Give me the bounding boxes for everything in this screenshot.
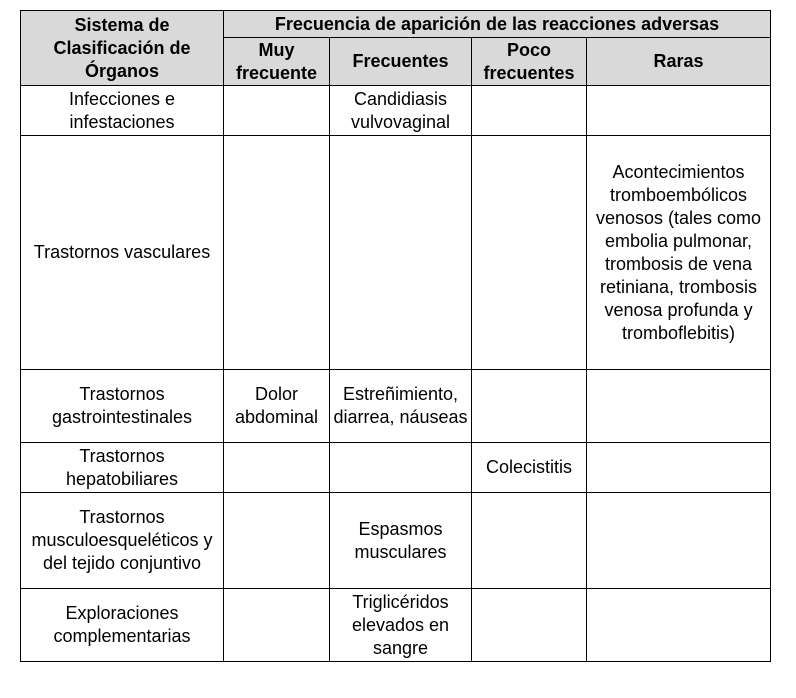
uncommon-cell bbox=[472, 493, 587, 589]
very-frequent-cell bbox=[224, 493, 330, 589]
table-row bbox=[21, 443, 771, 493]
frequent-cell: Triglicéridos elevados en sangre bbox=[330, 589, 472, 662]
frequent-cell: Espasmos musculares bbox=[330, 493, 472, 589]
very-frequent-cell bbox=[224, 136, 330, 370]
frequent-cell: Candidiasis vulvovaginal bbox=[330, 86, 472, 136]
rare-cell bbox=[587, 443, 771, 493]
system-cell: Trastornos gastrointestinales bbox=[21, 370, 224, 443]
table-row bbox=[21, 493, 771, 589]
table-row bbox=[21, 589, 771, 662]
rare-cell bbox=[587, 493, 771, 589]
system-cell: Trastornos musculoesqueléticos y del tejido conjuntivo bbox=[21, 493, 224, 589]
table-row bbox=[21, 370, 771, 443]
uncommon-cell bbox=[472, 370, 587, 443]
frequent-cell bbox=[330, 136, 472, 370]
uncommon-cell bbox=[472, 589, 587, 662]
system-cell: Exploraciones complementarias bbox=[21, 589, 224, 662]
header-uncommon: Poco frecuentes bbox=[472, 38, 587, 86]
very-frequent-cell bbox=[224, 589, 330, 662]
system-cell: Infecciones e infestaciones bbox=[21, 86, 224, 136]
frequent-cell: Estreñimiento, diarrea, náuseas bbox=[330, 370, 472, 443]
uncommon-cell bbox=[472, 86, 587, 136]
table-row bbox=[21, 86, 771, 136]
table-row bbox=[21, 136, 771, 370]
header-frequent: Frecuentes bbox=[330, 38, 472, 86]
frequent-cell bbox=[330, 443, 472, 493]
very-frequent-cell: Dolor abdominal bbox=[224, 370, 330, 443]
rare-cell bbox=[587, 370, 771, 443]
adverse-reactions-table bbox=[20, 10, 771, 662]
header-frequency-group: Frecuencia de aparición de las reacciones adversas bbox=[224, 11, 771, 38]
uncommon-cell bbox=[472, 136, 587, 370]
header-very-frequent: Muy frecuente bbox=[224, 38, 330, 86]
header-rare: Raras bbox=[587, 38, 771, 86]
very-frequent-cell bbox=[224, 443, 330, 493]
rare-cell bbox=[587, 86, 771, 136]
uncommon-cell: Colecistitis bbox=[472, 443, 587, 493]
rare-cell bbox=[587, 589, 771, 662]
header-system-organ-class: Sistema de Clasificación de Órganos bbox=[21, 11, 224, 86]
system-cell: Trastornos hepatobiliares bbox=[21, 443, 224, 493]
system-cell: Trastornos vasculares bbox=[21, 136, 224, 370]
rare-cell: Acontecimientos tromboembólicos venosos (tales como embolia pulmonar, trombosis de vena retiniana, trombosis venosa profunda y tromboflebitis) bbox=[587, 136, 771, 370]
very-frequent-cell bbox=[224, 86, 330, 136]
